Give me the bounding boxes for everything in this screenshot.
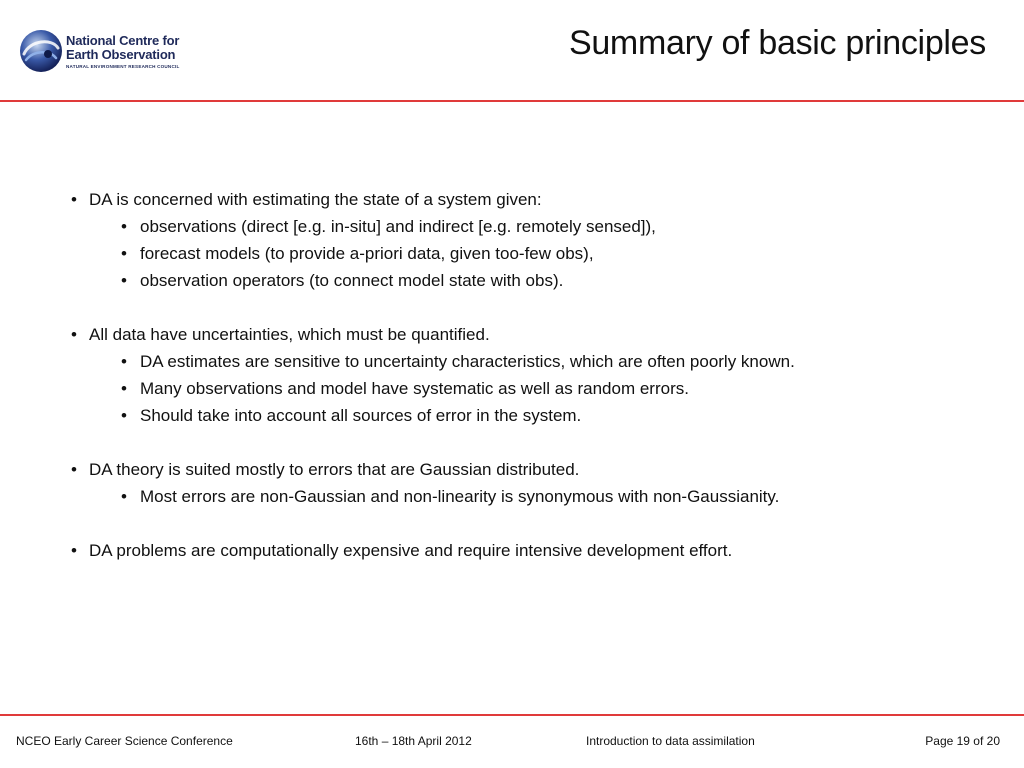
globe-swirl-icon [18,28,64,74]
bullet-item: • DA problems are computationally expensive and require intensive development effort. [70,537,990,564]
bullet-item: • All data have uncertainties, which must be quantified. [70,321,990,348]
footer-topic: Introduction to data assimilation [586,734,755,748]
bullet-item: • DA is concerned with estimating the state of a system given: [70,186,990,213]
bullet-item: • DA theory is suited mostly to errors that are Gaussian distributed. [70,456,990,483]
sub-bullet-item: • Most errors are non-Gaussian and non-linearity is synonymous with non-Gaussianity. [70,483,990,510]
footer-dates: 16th – 18th April 2012 [355,734,472,748]
sub-bullet-item: • DA estimates are sensitive to uncertainty characteristics, which are often poorly known. [70,348,990,375]
nceo-logo [18,28,198,76]
slide-title: Summary of basic principles [568,24,986,62]
footer-divider [0,714,1024,716]
sub-bullet-item: • observation operators (to connect model state with obs). [70,267,990,294]
sub-bullet-item: • observations (direct [e.g. in-situ] and indirect [e.g. remotely sensed]), [70,213,990,240]
slide-body [70,186,990,564]
logo-name-line1: National Centre for [66,33,180,48]
logo-council-line: NATURAL ENVIRONMENT RESEARCH COUNCIL [66,64,180,69]
sub-bullet-item: • forecast models (to provide a-priori data, given too-few obs), [70,240,990,267]
footer-page-number: Page 19 of 20 [925,734,1000,748]
footer-conference: NCEO Early Career Science Conference [16,734,233,748]
sub-bullet-item: • Should take into account all sources of error in the system. [70,402,990,429]
header-divider [0,100,1024,102]
sub-bullet-item: • Many observations and model have systematic as well as random errors. [70,375,990,402]
logo-name-line2: Earth Observation [66,47,176,62]
